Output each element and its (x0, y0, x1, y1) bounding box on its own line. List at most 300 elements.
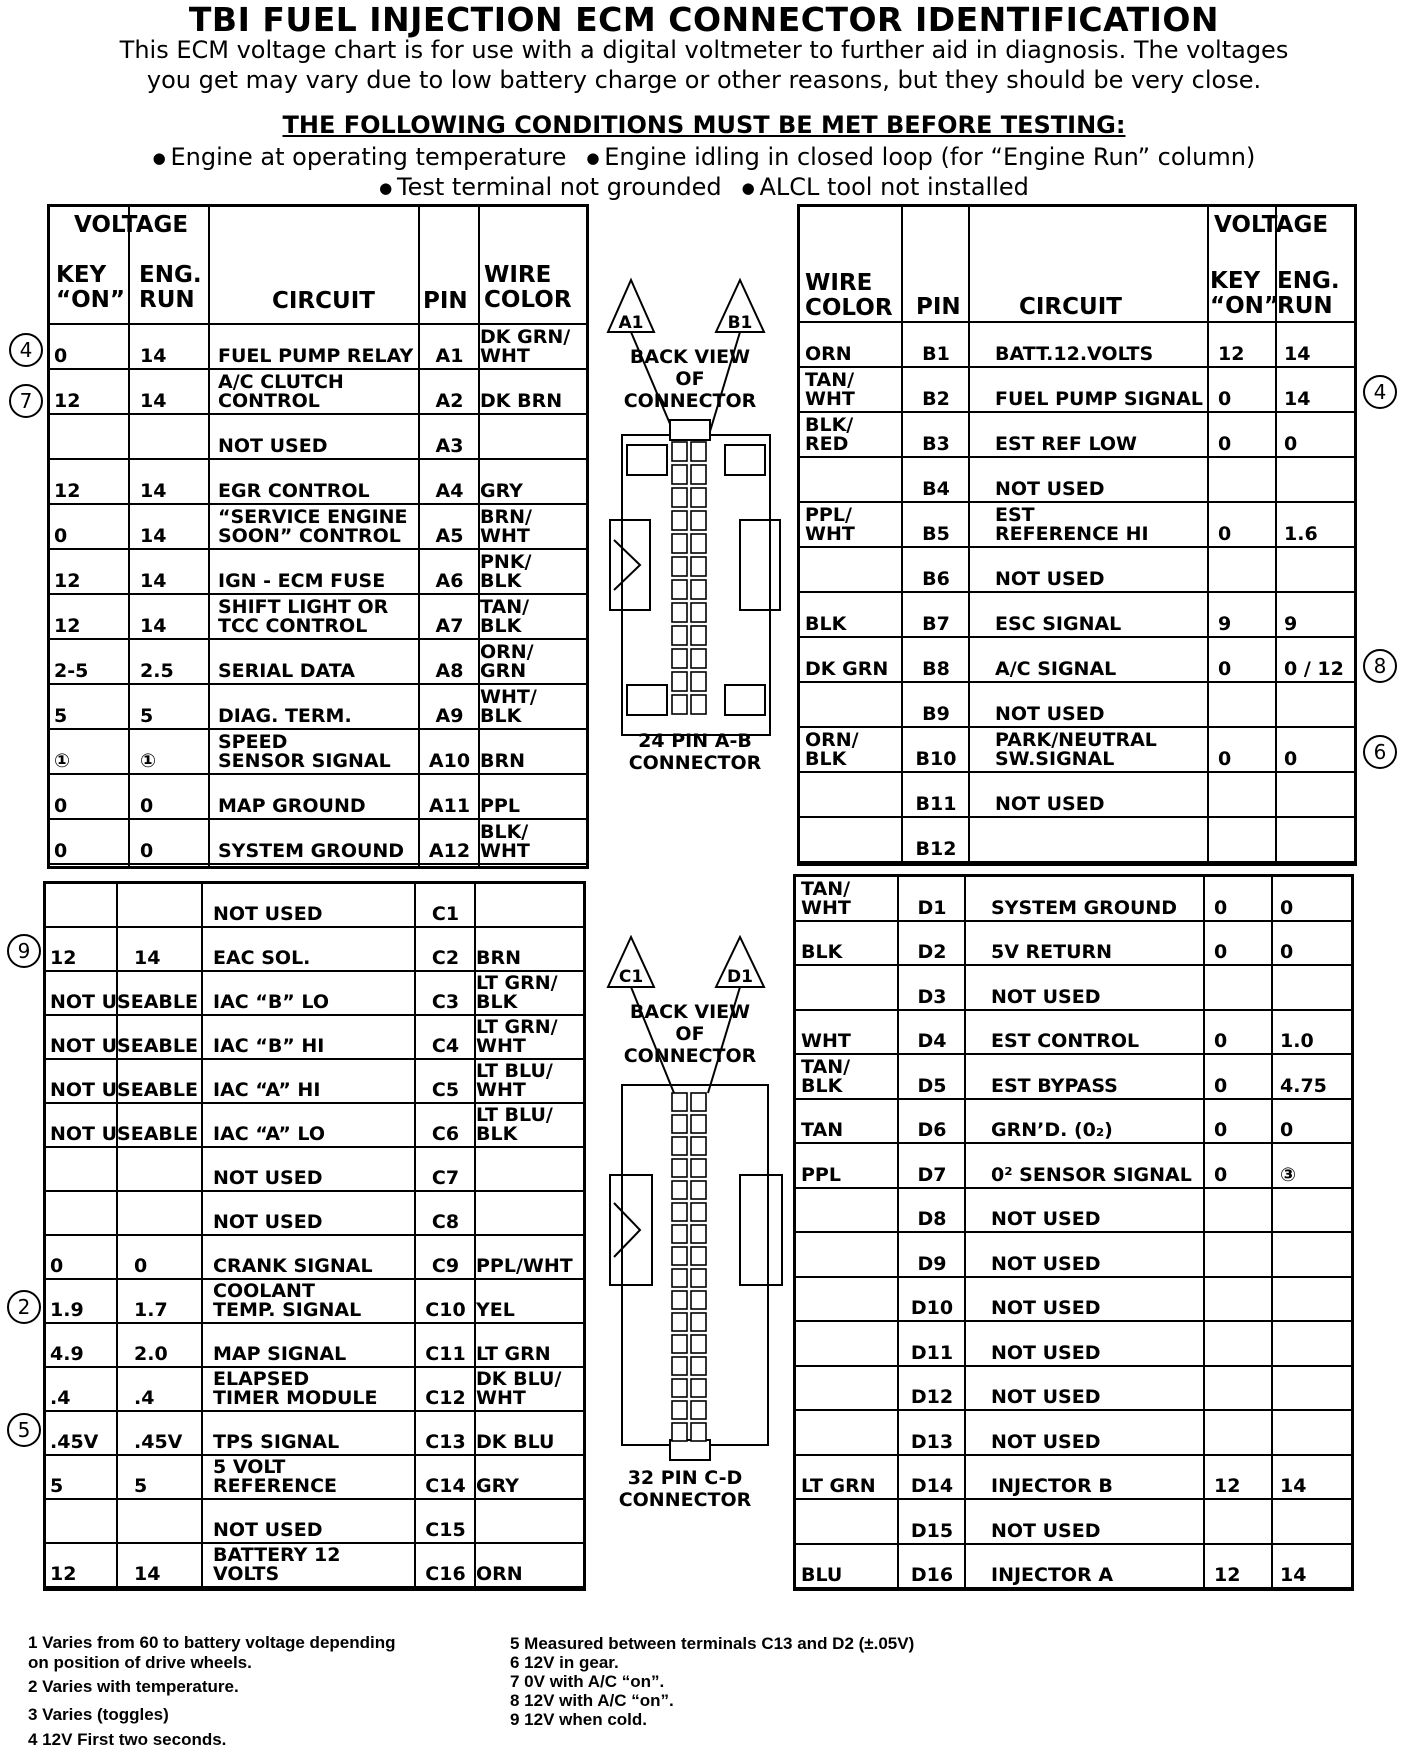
table-d-circuit-cell: GRN’D. (0₂) (991, 1119, 1113, 1141)
column-divider (1275, 207, 1277, 863)
footnote-marker: 4 (9, 333, 43, 367)
table-d-wire-cell: TAN/ WHT (801, 877, 851, 919)
table-a-key-cell: 0 (54, 795, 68, 817)
table-a-pins (47, 204, 589, 869)
pin-a1-label: A1 (618, 313, 644, 333)
table-d-row (796, 1456, 1351, 1501)
footnote-item: 8 12V with A/C “on”. (510, 1691, 674, 1710)
table-a-header (50, 207, 586, 325)
table-a-wire-cell: BRN/ WHT (480, 506, 532, 547)
table-b-key-cell: 0 (1218, 433, 1232, 455)
table-a-row (50, 640, 586, 685)
table-c-wire-cell: LT BLU/ BLK (476, 1104, 553, 1145)
table-b-circuit-cell: NOT USED (995, 703, 1105, 725)
table-d-pin-cell: D5 (917, 1074, 947, 1097)
footnote-marker: 5 (7, 1413, 41, 1447)
pin-d1-label: D1 (727, 967, 753, 987)
table-b-pin-cell: B3 (922, 433, 950, 455)
table-a-pin-cell: A2 (435, 390, 464, 412)
back-view-line-1: BACK VIEW (629, 1001, 751, 1023)
connector-pin (672, 1115, 687, 1133)
table-d-pin-cell: D9 (917, 1252, 947, 1275)
connector-pin (691, 1357, 706, 1375)
connector-cd-label: 32 PIN C-D CONNECTOR (618, 1467, 752, 1511)
table-a-run-cell: 14 (140, 570, 167, 592)
table-b-circuit-cell: FUEL PUMP SIGNAL (995, 388, 1203, 410)
condition-item: ● ALCL tool not installed (742, 173, 1029, 201)
table-a-wire-cell: BLK/ WHT (480, 821, 530, 862)
connector-pin (672, 1247, 687, 1265)
table-b-key-cell: 0 (1218, 748, 1232, 770)
table-c-circuit-cell: IAC “B” HI (213, 1035, 325, 1057)
table-c-row (46, 884, 583, 928)
table-a-circuit-cell: DIAG. TERM. (218, 705, 352, 727)
conditions-title: THE FOLLOWING CONDITIONS MUST BE MET BEFORE TESTING: (282, 111, 1126, 139)
table-b-run-cell: 9 (1284, 613, 1298, 635)
connector-pin (672, 534, 687, 553)
table-c-row (46, 1104, 583, 1148)
table-a-run-cell: 0 (140, 795, 154, 817)
table-c-pin-cell: C16 (425, 1563, 466, 1585)
table-c-pins (43, 881, 586, 1591)
connector-pin (691, 1313, 706, 1331)
table-c-wire-cell: GRY (476, 1475, 519, 1497)
table-a-pin-cell: A3 (435, 435, 464, 457)
connector-pin (691, 557, 706, 576)
table-d-run-cell: 4.75 (1280, 1074, 1327, 1097)
table-d-pin-cell: D7 (917, 1163, 947, 1186)
table-d-pin-cell: D2 (917, 941, 947, 963)
pin-header: PIN (423, 288, 468, 314)
table-d-run-cell: 0 (1280, 941, 1294, 963)
table-a-row (50, 415, 586, 460)
table-d-key-cell: 0 (1214, 1074, 1228, 1097)
table-d-circuit-cell: NOT USED (991, 1519, 1101, 1542)
table-a-pin-cell: A1 (435, 345, 464, 367)
connector-pin (691, 534, 706, 553)
key-on-header: KEY “ON” (1210, 268, 1280, 319)
table-b-wire-cell: ORN (805, 343, 852, 365)
table-c-circuit-cell: 5 VOLT REFERENCE (213, 1456, 338, 1497)
table-d-pin-cell: D10 (910, 1297, 954, 1319)
table-a-row (50, 550, 586, 595)
pin-b1-label: B1 (727, 313, 753, 333)
connector-pin (672, 1203, 687, 1221)
connector-pin (672, 465, 687, 484)
table-c-pin-cell: C15 (425, 1519, 466, 1541)
table-d-row (796, 1144, 1351, 1189)
table-b-row (800, 683, 1354, 728)
pin-a1-triangle-icon (608, 280, 654, 333)
table-c-circuit-cell: IAC “A” HI (213, 1079, 321, 1101)
table-b-pin-cell: B2 (922, 388, 950, 410)
table-a-row (50, 730, 586, 775)
table-b-key-cell: 0 (1218, 523, 1232, 545)
column-divider (208, 207, 210, 866)
table-b-circuit-cell: ESC SIGNAL (995, 613, 1122, 635)
table-c-row (46, 1456, 583, 1500)
table-c-pin-cell: C2 (431, 947, 460, 969)
table-d-key-cell: 0 (1214, 896, 1228, 919)
table-a-circuit-cell: EGR CONTROL (218, 480, 370, 502)
table-a-pin-cell: A9 (435, 705, 464, 727)
table-b-key-cell: 9 (1218, 613, 1232, 635)
table-a-run-cell: 14 (140, 345, 167, 367)
table-a-row (50, 505, 586, 550)
table-c-run-cell: 14 (134, 947, 161, 969)
table-a-circuit-cell: A/C CLUTCH CONTROL (218, 371, 344, 412)
table-a-run-cell: 14 (140, 480, 167, 502)
table-b-circuit-cell: EST REFERENCE HI (995, 504, 1149, 545)
table-b-circuit-cell: BATT.12.VOLTS (995, 343, 1154, 365)
table-b-pin-cell: B5 (922, 523, 950, 545)
table-c-wire-cell: YEL (476, 1299, 515, 1321)
table-b-header (800, 207, 1354, 323)
column-divider (964, 877, 966, 1588)
connector-pin (672, 672, 687, 691)
table-b-pin-cell: B1 (922, 343, 950, 365)
connector-pin (691, 649, 706, 668)
wire-color-header: WIRE COLOR (805, 270, 893, 321)
connector-pin (672, 1093, 687, 1111)
pin-d1-triangle-icon (716, 937, 764, 987)
back-view-line-2: OF (675, 368, 705, 390)
table-a-pin-cell: A6 (435, 570, 464, 592)
column-divider (201, 884, 203, 1588)
footnote-item: 3 Varies (toggles) (28, 1705, 169, 1724)
table-c-pin-cell: C3 (431, 991, 460, 1013)
connector-pin (691, 442, 706, 461)
table-d-circuit-cell: NOT USED (991, 1386, 1101, 1408)
table-d-row (796, 1055, 1351, 1100)
table-d-key-cell: 0 (1214, 941, 1228, 963)
table-a-row (50, 685, 586, 730)
key-on-header: KEY “ON” (56, 262, 126, 313)
connector-cd-pin-grid (672, 1093, 706, 1441)
table-c-row (46, 1544, 583, 1588)
table-d-wire-cell: PPL (801, 1163, 841, 1186)
connector-pin (672, 488, 687, 507)
connector-pin (672, 626, 687, 645)
table-a-run-cell: 14 (140, 525, 167, 547)
column-divider (901, 207, 903, 863)
table-d-circuit-cell: 5V RETURN (991, 941, 1113, 963)
table-a-circuit-cell: SHIFT LIGHT OR TCC CONTROL (218, 596, 389, 637)
table-a-wire-cell: ORN/ GRN (480, 641, 534, 682)
connector-pin (691, 465, 706, 484)
connector-pin (672, 1313, 687, 1331)
table-c-wire-cell: PPL/WHT (476, 1255, 573, 1277)
table-d-wire-cell: BLK (801, 941, 843, 963)
table-c-wire-cell: DK BLU (476, 1431, 555, 1453)
footnote-item: 1 Varies from 60 to battery voltage depending on position of drive wheels. (28, 1633, 396, 1672)
table-b-wire-cell: DK GRN (805, 658, 889, 680)
table-c-circuit-cell: BATTERY 12 VOLTS (213, 1544, 341, 1585)
connector-ab-label: 24 PIN A-B CONNECTOR (628, 730, 762, 774)
table-c-pin-cell: C8 (431, 1211, 460, 1233)
table-c-key-cell: .45V (50, 1431, 99, 1453)
table-c-wire-cell: BRN (476, 947, 522, 969)
table-a-circuit-cell: SERIAL DATA (218, 660, 355, 682)
table-d-wire-cell: TAN (801, 1119, 844, 1141)
table-d-pins (793, 874, 1354, 1591)
table-a-wire-cell: PNK/ BLK (480, 551, 532, 592)
table-d-row (796, 1411, 1351, 1456)
footnote-item: 9 12V when cold. (510, 1710, 647, 1729)
table-c-run-cell: 14 (134, 1563, 161, 1585)
table-d-wire-cell: WHT (801, 1030, 851, 1052)
table-a-run-cell: 14 (140, 615, 167, 637)
footnote-marker: 7 (9, 384, 43, 418)
connector-ab-pin-grid (672, 442, 706, 714)
connector-pin (691, 1335, 706, 1353)
table-d-circuit-cell: EST BYPASS (991, 1074, 1118, 1097)
table-b-pin-cell: B7 (922, 613, 950, 635)
table-c-circuit-cell: EAC SOL. (213, 947, 311, 969)
table-b-wire-cell: TAN/ WHT (805, 369, 855, 410)
table-b-run-cell: 0 (1284, 748, 1298, 770)
footnote-item: 7 0V with A/C “on”. (510, 1672, 665, 1691)
table-d-circuit-cell: NOT USED (991, 1252, 1101, 1275)
table-a-row (50, 595, 586, 640)
table-c-pin-cell: C10 (425, 1299, 466, 1321)
table-d-circuit-cell: SYSTEM GROUND (991, 896, 1178, 919)
table-b-row (800, 548, 1354, 593)
table-c-circuit-cell: NOT USED (213, 903, 323, 925)
table-c-run-cell: 1.7 (134, 1299, 168, 1321)
table-c-circuit-cell: IAC “A” LO (213, 1123, 326, 1145)
table-d-circuit-cell: 0² SENSOR SIGNAL (991, 1163, 1192, 1186)
table-c-row (46, 1324, 583, 1368)
table-b-run-cell: 14 (1284, 388, 1311, 410)
table-b-pin-cell: B8 (922, 658, 950, 680)
table-b-circuit-cell: EST REF LOW (995, 433, 1137, 455)
table-a-wire-cell: TAN/ BLK (480, 596, 530, 637)
table-d-pin-cell: D6 (917, 1119, 947, 1141)
footnote-marker: 6 (1363, 735, 1397, 769)
table-b-row (800, 638, 1354, 683)
table-c-row (46, 1192, 583, 1236)
column-divider (414, 884, 416, 1588)
connector-pin (691, 580, 706, 599)
table-b-row (800, 368, 1354, 413)
connector-pin (672, 1379, 687, 1397)
connector-pin (691, 1423, 706, 1441)
voltage-header: VOLTAGE (1214, 212, 1329, 238)
table-d-wire-cell: TAN/ BLK (801, 1055, 851, 1097)
table-d-key-cell: 12 (1214, 1564, 1241, 1586)
table-d-pin-cell: D8 (917, 1208, 947, 1230)
table-c-circuit-cell: COOLANT TEMP. SIGNAL (213, 1280, 362, 1321)
table-d-pin-cell: D16 (910, 1564, 954, 1586)
table-d-pin-cell: D1 (917, 896, 947, 919)
table-a-run-cell: 5 (140, 705, 154, 727)
intro-line-2: you get may vary due to low battery charge or other reasons, but they should be very close. (146, 66, 1262, 94)
table-c-wire-cell: LT GRN (476, 1343, 551, 1365)
voltage-header: VOLTAGE (74, 212, 189, 238)
table-d-circuit-cell: INJECTOR B (991, 1475, 1113, 1497)
table-c-wire-cell: LT GRN/ BLK (476, 972, 558, 1013)
table-b-wire-cell: BLK (805, 613, 847, 635)
table-d-circuit-cell: INJECTOR A (991, 1564, 1114, 1586)
table-d-pin-cell: D12 (910, 1386, 954, 1408)
connector-pin (691, 1291, 706, 1309)
table-b-run-cell: 0 / 12 (1284, 658, 1344, 680)
table-a-wire-cell: DK GRN/ WHT (480, 326, 571, 367)
table-d-run-cell: 14 (1280, 1475, 1307, 1497)
connector-pin (672, 442, 687, 461)
table-c-row (46, 972, 583, 1016)
column-divider (1271, 877, 1273, 1588)
table-c-key-cell: 12 (50, 947, 77, 969)
table-b-run-cell: 1.6 (1284, 523, 1318, 545)
connector-pin (672, 1181, 687, 1199)
table-c-key-cell: 5 (50, 1475, 64, 1497)
table-c-wire-cell: LT BLU/ WHT (476, 1060, 553, 1101)
table-d-pin-cell: D11 (910, 1341, 954, 1364)
footnote-item: 6 12V in gear. (510, 1653, 619, 1672)
table-a-row (50, 775, 586, 820)
table-c-pin-cell: C5 (431, 1079, 460, 1101)
table-c-key-cell: 4.9 (50, 1343, 84, 1365)
table-b-circuit-cell: NOT USED (995, 793, 1105, 815)
connector-pin (672, 603, 687, 622)
table-d-run-cell: 0 (1280, 1119, 1294, 1141)
connector-pin (672, 695, 687, 714)
table-c-key-cell: NOT USEABLE (50, 991, 198, 1013)
table-d-row (796, 1189, 1351, 1234)
table-a-row (50, 325, 586, 370)
table-d-row (796, 1278, 1351, 1323)
table-b-pin-cell: B6 (922, 568, 950, 590)
table-b-wire-cell: PPL/ WHT (805, 504, 855, 545)
back-view-line-3: CONNECTOR (623, 390, 757, 412)
table-b-key-cell: 0 (1218, 658, 1232, 680)
table-c-row (46, 1500, 583, 1544)
table-c-key-cell: .4 (50, 1387, 71, 1409)
table-d-wire-cell: BLU (801, 1564, 843, 1586)
table-a-pin-cell: A12 (428, 840, 471, 862)
connector-pin (672, 1423, 687, 1441)
table-d-circuit-cell: NOT USED (991, 1430, 1101, 1453)
table-c-circuit-cell: CRANK SIGNAL (213, 1255, 373, 1277)
table-a-key-cell: 12 (54, 480, 81, 502)
table-c-wire-cell: DK BLU/ WHT (476, 1368, 562, 1409)
table-a-key-cell: 12 (54, 570, 81, 592)
table-c-row (46, 1148, 583, 1192)
connector-pin (691, 1115, 706, 1133)
table-c-row (46, 1016, 583, 1060)
table-a-pin-cell: A8 (435, 660, 464, 682)
table-c-row (46, 1060, 583, 1104)
connector-pin (691, 488, 706, 507)
table-c-key-cell: NOT USEABLE (50, 1123, 198, 1145)
back-view-line-1: BACK VIEW (629, 346, 751, 368)
table-d-key-cell: 0 (1214, 1119, 1228, 1141)
table-b-row (800, 413, 1354, 458)
pin-c1-triangle-icon (608, 937, 654, 987)
table-b-pin-cell: B9 (922, 703, 950, 725)
table-d-pin-cell: D14 (910, 1475, 954, 1497)
table-d-pin-cell: D3 (917, 985, 947, 1008)
table-d-row (796, 1233, 1351, 1278)
table-a-wire-cell: GRY (480, 480, 523, 502)
table-c-circuit-cell: NOT USED (213, 1519, 323, 1541)
pin-header: PIN (916, 294, 961, 320)
table-b-wire-cell: BLK/ RED (805, 414, 854, 455)
connector-pin (691, 672, 706, 691)
table-c-key-cell: 12 (50, 1563, 77, 1585)
table-d-key-cell: 0 (1214, 1030, 1228, 1052)
table-c-wire-cell: LT GRN/ WHT (476, 1016, 558, 1057)
connector-ab-diagram (600, 270, 790, 790)
table-c-pin-cell: C1 (431, 903, 460, 925)
table-d-circuit-cell: NOT USED (991, 1208, 1101, 1230)
connector-pin (672, 1137, 687, 1155)
connector-pin (691, 1401, 706, 1419)
connector-pin (672, 1159, 687, 1177)
table-b-row (800, 593, 1354, 638)
table-c-run-cell: .4 (134, 1387, 155, 1409)
table-a-run-cell: 0 (140, 840, 154, 862)
table-b-pin-cell: B11 (915, 793, 957, 815)
circuit-header: CIRCUIT (1019, 294, 1122, 320)
connector-pin (672, 1225, 687, 1243)
table-a-pin-cell: A11 (428, 795, 471, 817)
table-a-pin-cell: A4 (435, 480, 464, 502)
table-d-row (796, 1011, 1351, 1056)
table-b-row (800, 503, 1354, 548)
table-c-run-cell: 2.0 (134, 1343, 168, 1365)
table-a-row (50, 370, 586, 415)
table-d-row (796, 1100, 1351, 1145)
table-b-row (800, 323, 1354, 368)
connector-pin (672, 1335, 687, 1353)
column-divider (478, 207, 480, 866)
connector-pin (691, 1379, 706, 1397)
table-a-row (50, 820, 586, 865)
footnote-marker: 9 (7, 934, 41, 968)
table-d-run-cell: ③ (1280, 1163, 1297, 1186)
column-divider (116, 884, 118, 1588)
connector-pin (691, 1247, 706, 1265)
table-d-run-cell: 0 (1280, 896, 1294, 919)
footnote-item: 5 Measured between terminals C13 and D2 (±.05V) (510, 1634, 915, 1653)
table-a-circuit-cell: “SERVICE ENGINE SOON” CONTROL (218, 506, 408, 547)
connector-pin (691, 695, 706, 714)
table-a-run-cell: ① (140, 750, 157, 772)
table-d-circuit-cell: NOT USED (991, 1297, 1101, 1319)
footnote-marker: 2 (7, 1290, 41, 1324)
table-c-row (46, 1368, 583, 1412)
table-a-circuit-cell: SYSTEM GROUND (218, 840, 405, 862)
footnote-marker: 8 (1363, 649, 1397, 683)
footnote-item: 4 12V First two seconds. (28, 1730, 227, 1749)
column-divider (128, 207, 130, 866)
pin-c1-label: C1 (618, 967, 644, 987)
back-view-line-2: OF (675, 1023, 705, 1045)
column-divider (968, 207, 970, 863)
table-a-pin-cell: A5 (435, 525, 464, 547)
table-d-row (796, 1500, 1351, 1545)
table-c-row (46, 1412, 583, 1456)
table-c-circuit-cell: MAP SIGNAL (213, 1343, 347, 1365)
footnote-marker: 4 (1363, 375, 1397, 409)
column-divider (418, 207, 420, 866)
table-c-pin-cell: C6 (431, 1123, 460, 1145)
table-b-key-cell: 12 (1218, 343, 1245, 365)
table-b-pin-cell: B10 (915, 748, 957, 770)
